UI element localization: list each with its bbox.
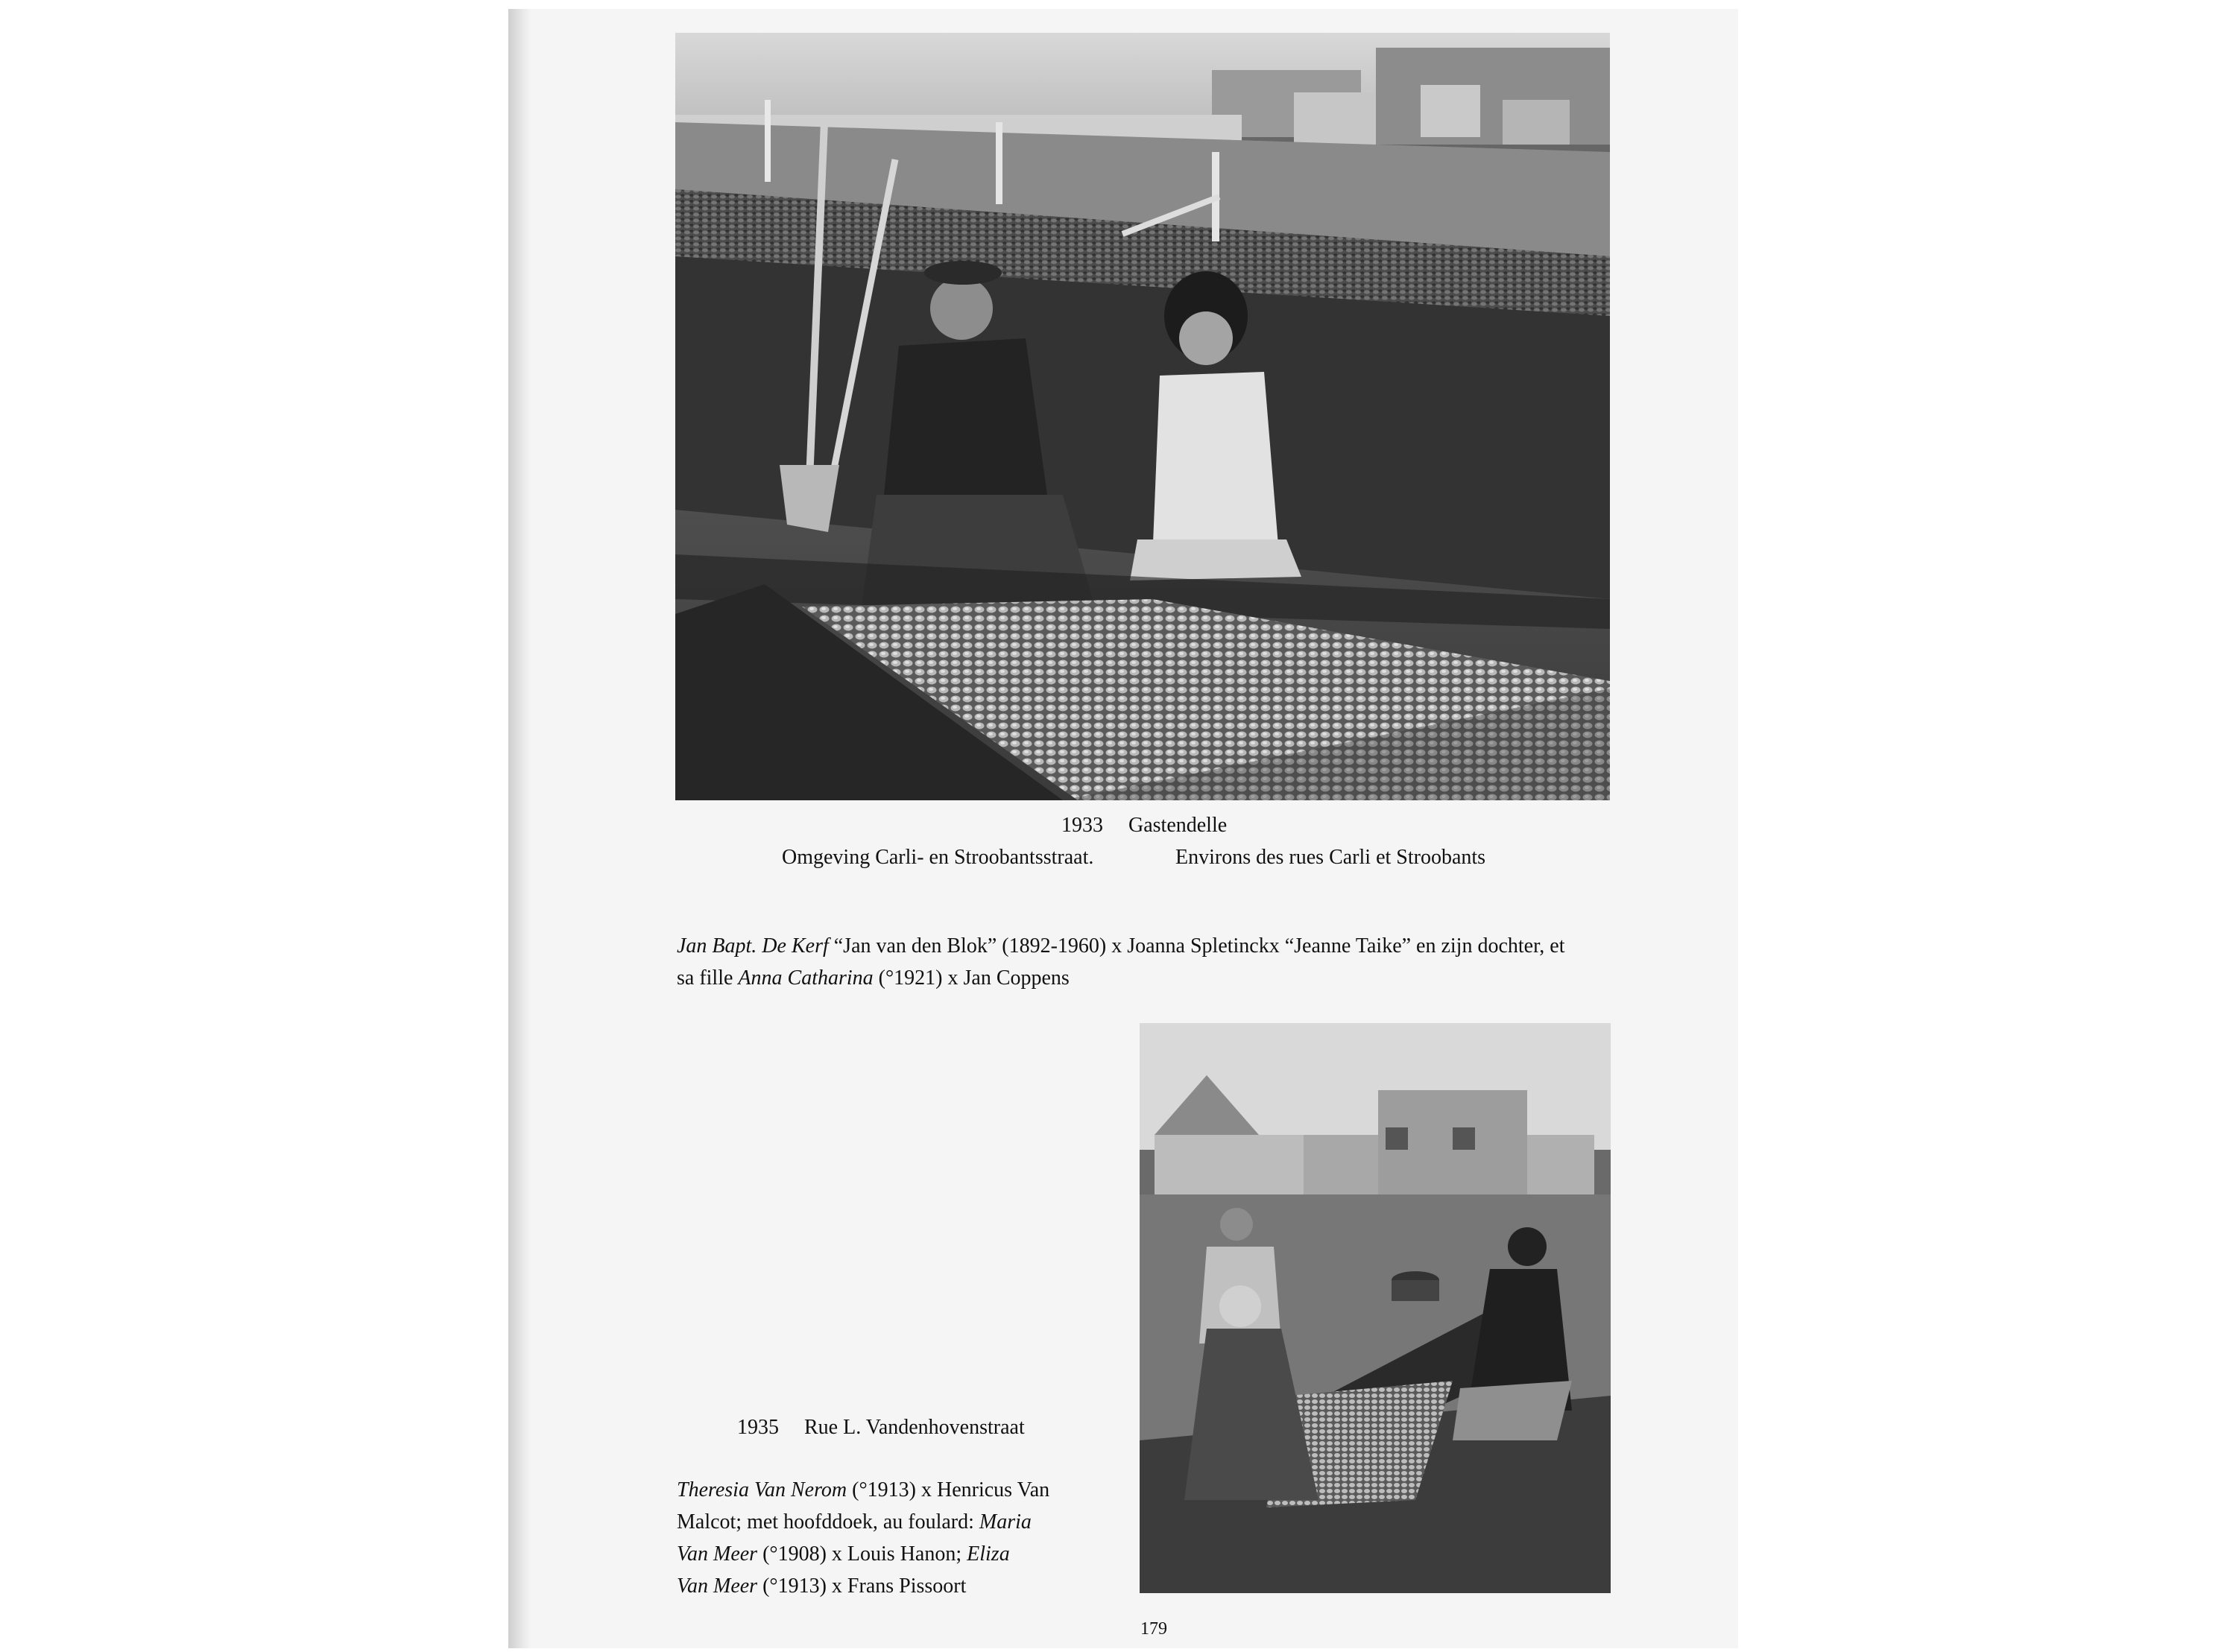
- photo1-description-line1: Jan Bapt. De Kerf “Jan van den Blok” (1892-1960) x Joanna Spletinckx “Jeanne Taike” en zijn dochter, et: [677, 934, 1565, 958]
- page-gutter-shadow: [508, 9, 531, 1648]
- photo1-caption-nl: Omgeving Carli- en Stroobantsstraat.: [782, 846, 1094, 869]
- photo2-year: 1935: [737, 1416, 779, 1439]
- photo-gastendelle-1933: [675, 33, 1610, 800]
- photo2-caption-title: [737, 1413, 1025, 1443]
- photo2-description-line1: Theresia Van Nerom (°1913) x Henricus Van: [677, 1478, 1050, 1501]
- photo2-place: Rue L. Vandenhovenstraat: [804, 1416, 1025, 1439]
- photo2-description-line3: Van Meer (°1908) x Louis Hanon; Eliza: [677, 1542, 1010, 1566]
- photo2-description-line2: Malcot; met hoofddoek, au foulard: Maria: [677, 1510, 1032, 1534]
- page-number: 179: [1140, 1619, 1167, 1639]
- photo1-year: 1933: [1061, 814, 1103, 837]
- photo2-description-line4: Van Meer (°1913) x Frans Pissoort: [677, 1575, 967, 1598]
- photo1-caption-fr: Environs des rues Carli et Stroobants: [1175, 846, 1486, 869]
- photo1-place: Gastendelle: [1128, 814, 1228, 837]
- photo1-description-line2: sa fille Anna Catharina (°1921) x Jan Coppens: [677, 966, 1070, 990]
- photo-vandenhovenstraat-1935: [1140, 1023, 1611, 1593]
- photo1-caption-title: [1061, 811, 1227, 841]
